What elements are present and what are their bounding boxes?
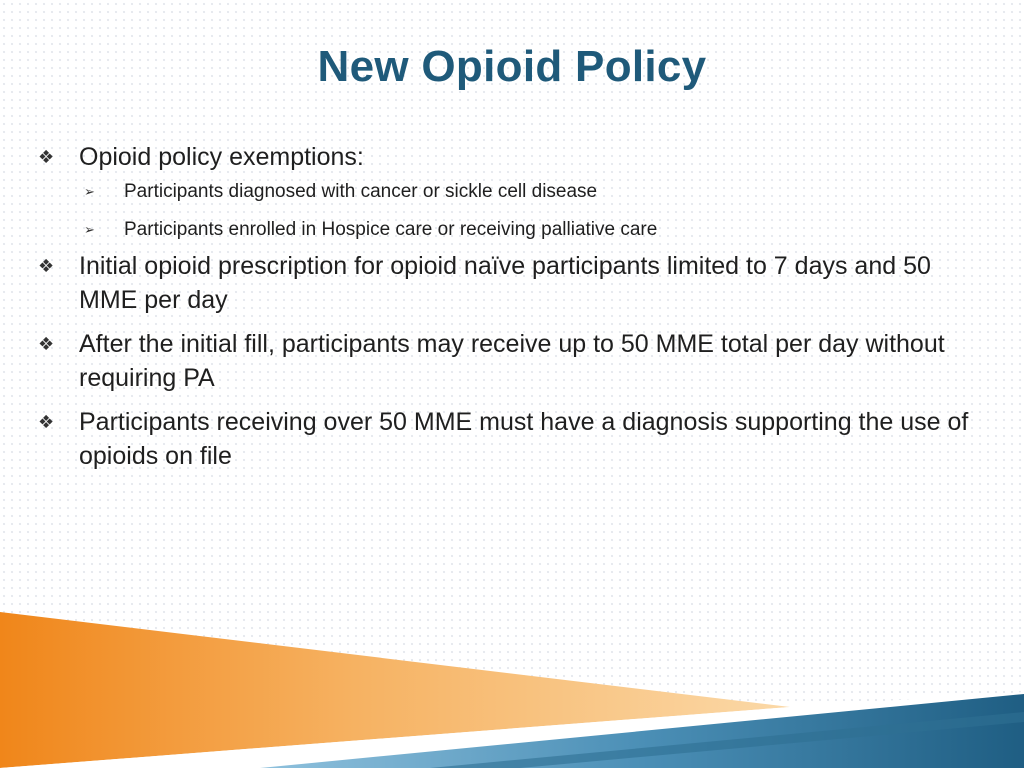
- diamond-bullet-icon: ❖: [38, 334, 55, 354]
- arrow-bullet-icon: ➢: [84, 184, 95, 199]
- slide-title: New Opioid Policy: [317, 42, 707, 91]
- bullet-text: Opioid policy exemptions:: [79, 143, 364, 171]
- sub-bullet-item: [84, 179, 988, 205]
- corner-swoosh-decoration: [0, 600, 1024, 768]
- bullet-text: Participants receiving over 50 MME must have a diagnosis supporting the use of opioids on file: [79, 408, 969, 470]
- bullet-item: [38, 249, 988, 317]
- sub-bullet-text: Participants enrolled in Hospice care or receiving palliative care: [124, 219, 658, 240]
- bullet-text: Initial opioid prescription for opioid naïve participants limited to 7 days and 50 MME per day: [79, 252, 931, 314]
- bullet-list: [38, 140, 988, 473]
- bullet-item: [38, 405, 988, 473]
- bullet-item: [38, 140, 988, 174]
- sub-bullet-text: Participants diagnosed with cancer or sickle cell disease: [124, 181, 598, 202]
- diamond-bullet-icon: ❖: [38, 147, 55, 167]
- bullet-text: After the initial fill, participants may receive up to 50 MME total per day without requiring PA: [79, 330, 945, 392]
- diamond-bullet-icon: ❖: [38, 412, 55, 432]
- arrow-bullet-icon: ➢: [84, 222, 95, 237]
- bullet-item: [38, 327, 988, 395]
- diamond-bullet-icon: ❖: [38, 256, 55, 276]
- sub-bullet-item: [84, 217, 988, 243]
